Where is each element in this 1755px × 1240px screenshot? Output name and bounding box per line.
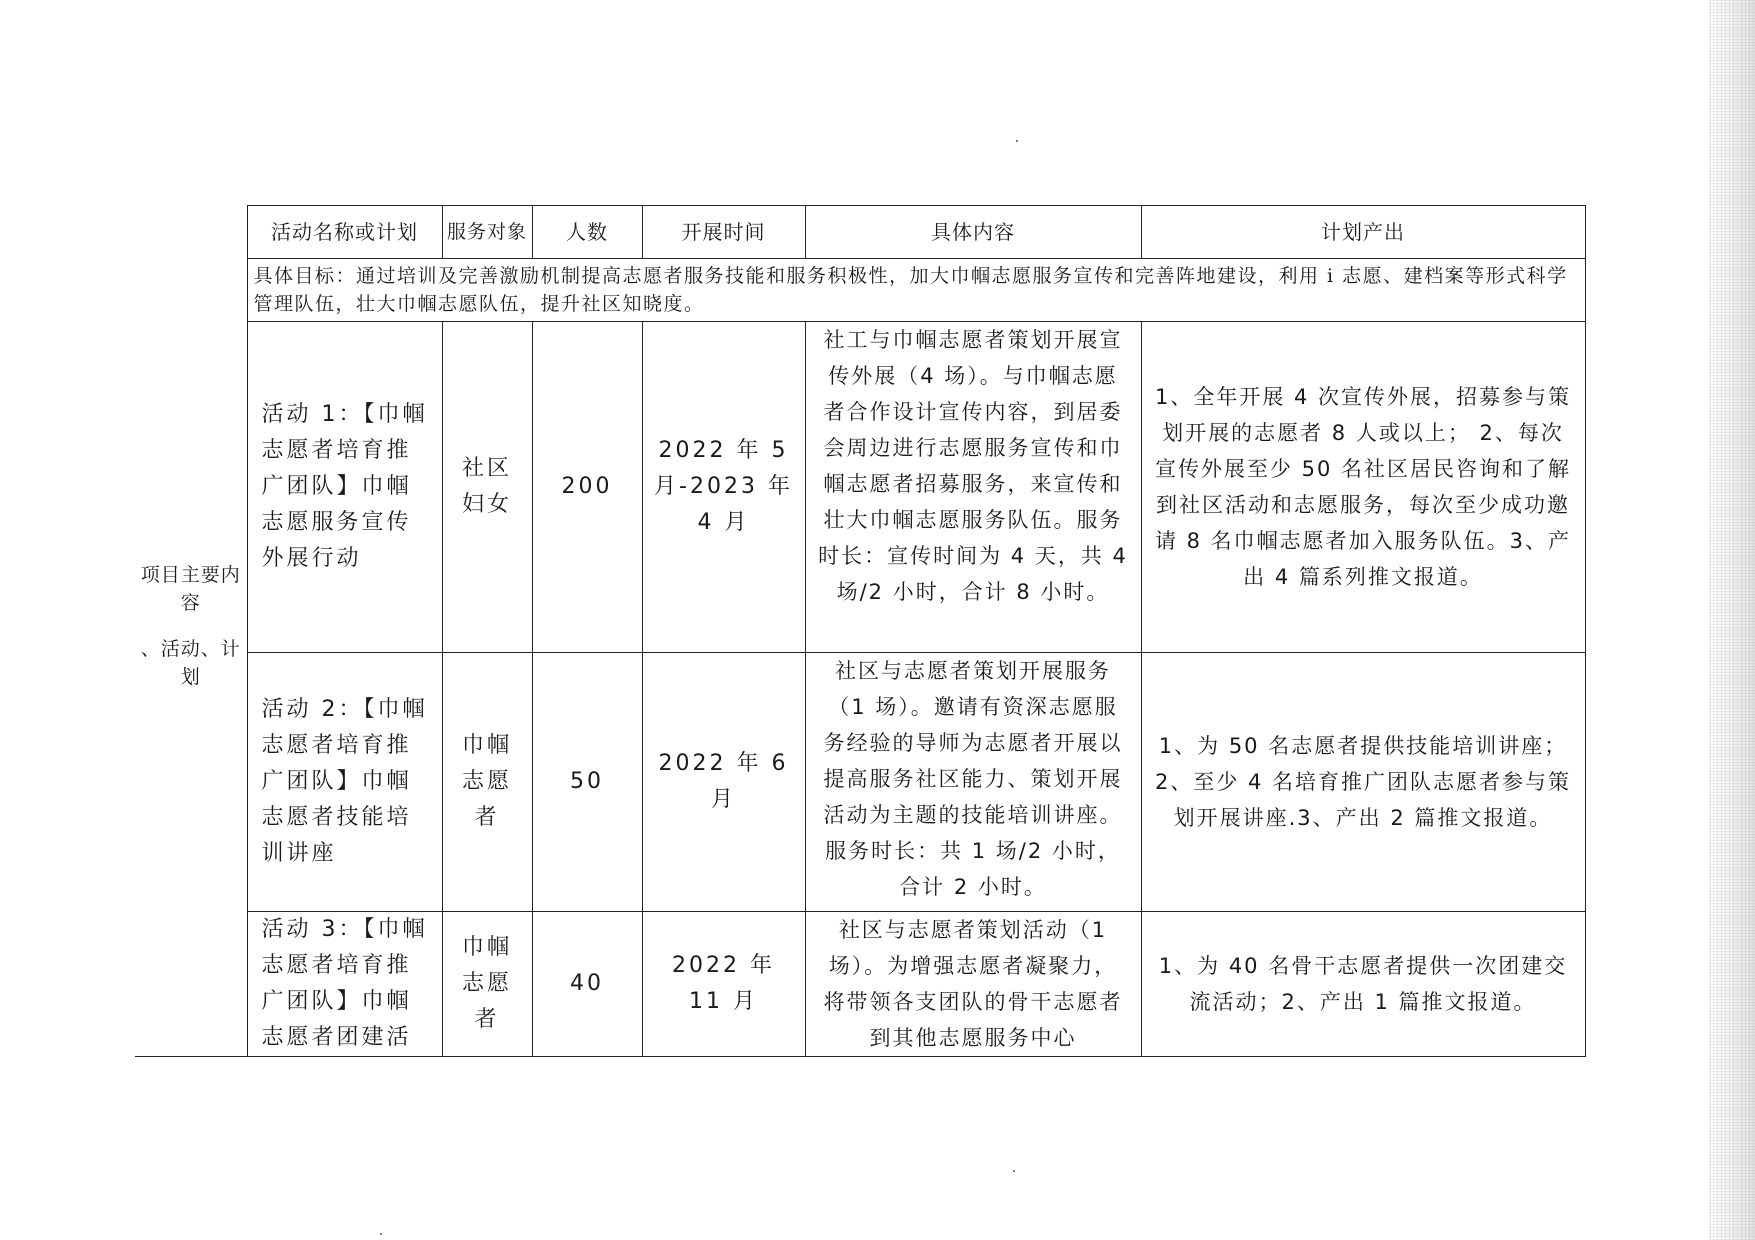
header-target: 服务对象: [442, 206, 532, 259]
activity-name-cell: [247, 912, 442, 1057]
planned-output: 1、为 50 名志愿者提供技能培训讲座；2、至少 4 名培育推广团队志愿者参与策划开展讲座.3、产出 2 篇推文报道。: [1141, 653, 1585, 912]
service-target: 巾帼志愿者: [442, 912, 532, 1057]
activity-time: 2022 年 6 月: [642, 653, 805, 912]
activity-name: 活动 1：【巾帼志愿者培育推广团队】巾帼志愿服务宣传外展行动: [247, 322, 442, 653]
activity-name: 活动 3：【巾帼志愿者培育推广团队】巾帼志愿者团建活: [261, 917, 428, 1050]
scan-speck: [380, 1233, 382, 1235]
goal-text: 具体目标：通过培训及完善激励机制提高志愿者服务技能和服务积极性，加大巾帼志愿服务宣传和完善阵地建设，利用 i 志愿、建档案等形式科学管理队伍，壮大巾帼志愿队伍，提升社区知晓度。: [247, 259, 1585, 322]
planned-output: 1、为 40 名骨干志愿者提供一次团建交流活动；2、产出 1 篇推文报道。: [1141, 912, 1585, 1057]
activity-content: 社工与巾帼志愿者策划开展宣传外展（4 场）。与巾帼志愿者合作设计宣传内容，到居委会周边进行志愿服务宣传和巾帼志愿者招募服务，来宣传和壮大巾帼志愿服务队伍。服务时长：宣传时间为 4 天，共 4 场/2 小时，合计 8 小时。: [805, 322, 1141, 653]
table-row: [135, 322, 1585, 653]
activity-time: 2022 年 11 月: [642, 912, 805, 1057]
side-label-line2: 、活动、计划: [140, 637, 241, 688]
activity-name: 活动 2：【巾帼志愿者培育推广团队】巾帼志愿者技能培训讲座: [247, 653, 442, 912]
header-content: 具体内容: [805, 206, 1141, 259]
service-target: 巾帼志愿者: [442, 653, 532, 912]
header-time: 开展时间: [642, 206, 805, 259]
scan-speck: [1016, 140, 1018, 142]
activity-content: 社区与志愿者策划活动（1 场）。为增强志愿者凝聚力，将带领各支团队的骨干志愿者到其他志愿服务中心: [823, 918, 1123, 1050]
header-activity: 活动名称或计划: [247, 206, 442, 259]
scan-edge-line: [1710, 0, 1711, 1240]
activity-time: 2022 年 5 月-2023 年 4 月: [642, 322, 805, 653]
project-plan-table: [135, 205, 1586, 1057]
side-label-cell: [135, 206, 247, 1057]
header-output: 计划产出: [1141, 206, 1585, 259]
scan-edge-noise: [1709, 0, 1755, 1240]
activity-content-cell: [805, 912, 1141, 1057]
activity-content: 社区与志愿者策划开展服务（1 场）。邀请有资深志愿服务经验的导师为志愿者开展以提高服务社区能力、策划开展活动为主题的技能培训讲座。服务时长：共 1 场/2 小时，合计 2 小时。: [805, 653, 1141, 912]
participant-count: 50: [532, 653, 642, 912]
service-target: 社区妇女: [442, 322, 532, 653]
header-count: 人数: [532, 206, 642, 259]
scan-speck: [1013, 1170, 1015, 1172]
participant-count: 40: [532, 912, 642, 1057]
table-row: [135, 912, 1585, 1057]
header-row: [135, 206, 1585, 259]
table-row: [135, 653, 1585, 912]
planned-output: 1、全年开展 4 次宣传外展，招募参与策划开展的志愿者 8 人或以上； 2、每次宣传外展至少 50 名社区居民咨询和了解到社区活动和志愿服务，每次至少成功邀请 8 名巾帼志愿者加入服务队伍。3、产出 4 篇系列推文报道。: [1141, 322, 1585, 653]
participant-count: 200: [532, 322, 642, 653]
side-label-line1: 项目主要内容: [140, 563, 241, 614]
goal-row: [135, 259, 1585, 322]
